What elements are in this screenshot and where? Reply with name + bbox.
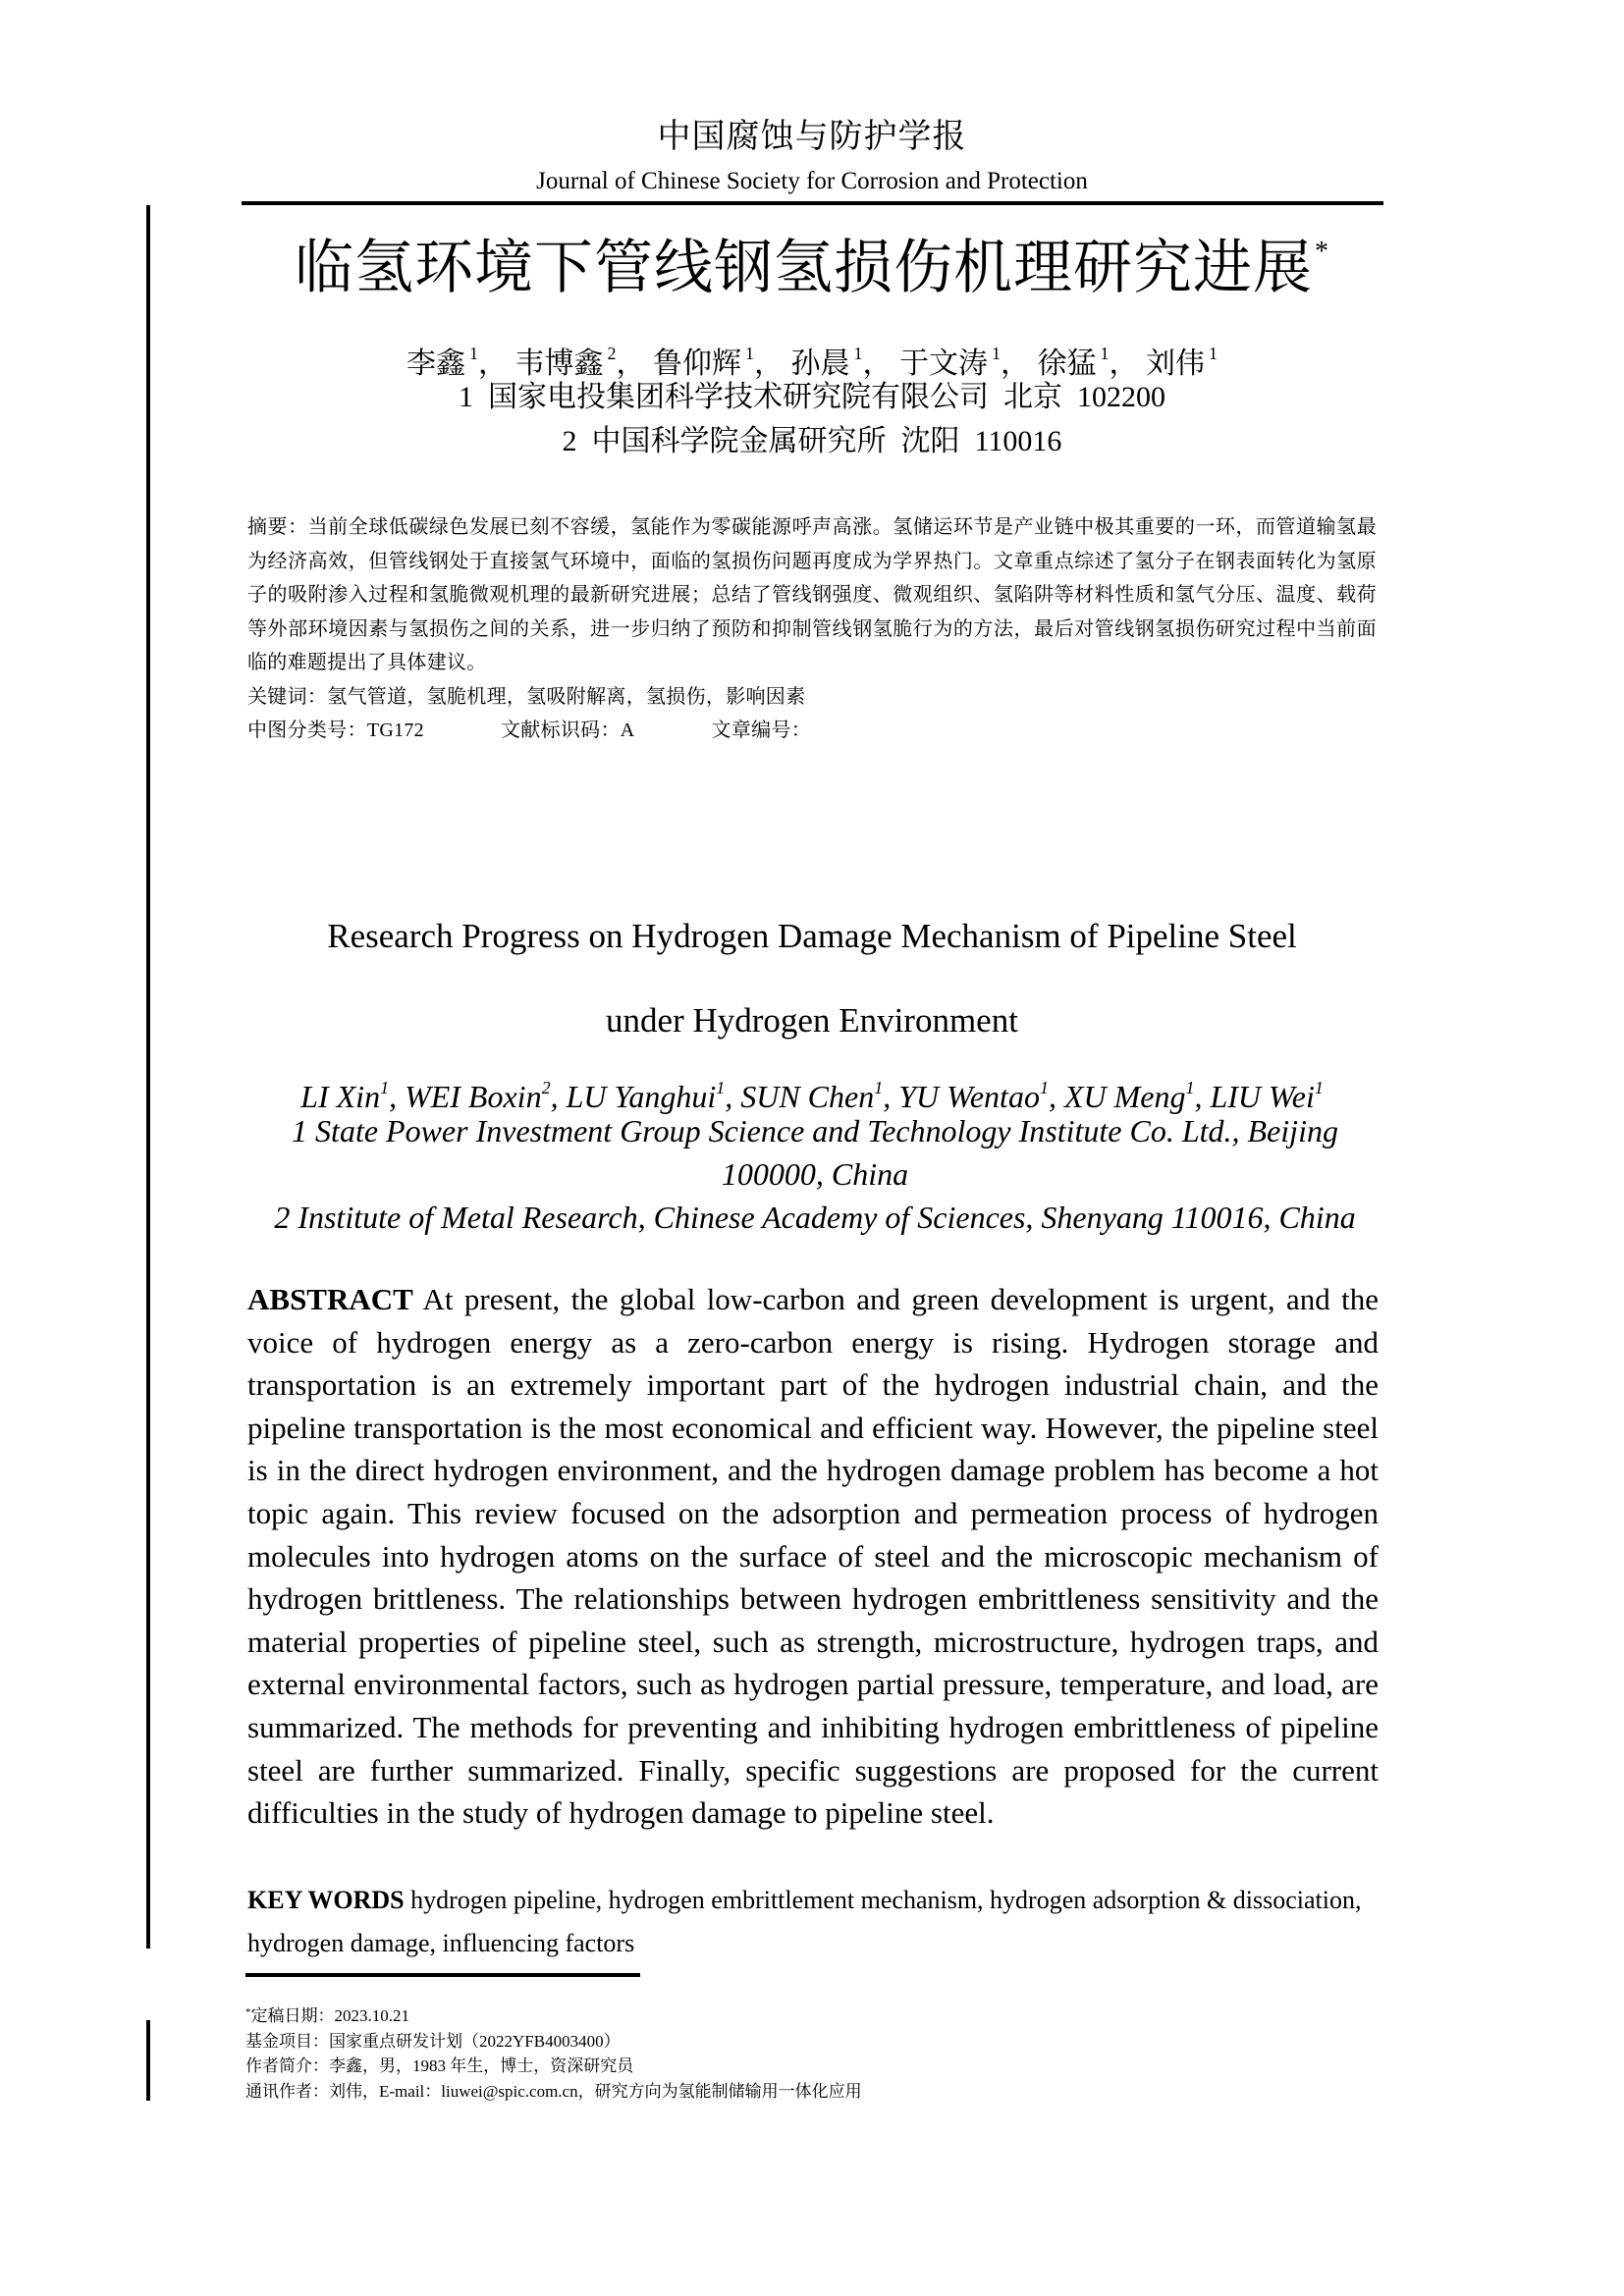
- affiliation-cn-2: 2 中国科学院金属研究所 沈阳 110016: [562, 425, 1062, 457]
- affiliation-en-1: 1 State Power Investment Group Science and Technology Institute Co. Ltd., Beijing 100000, China: [292, 1113, 1338, 1192]
- footnotes: [245, 2001, 1375, 2104]
- abstract-en: [247, 1278, 1379, 1835]
- keywords-en-text: hydrogen pipeline, hydrogen embrittlement mechanism, hydrogen adsorption & dissociation, hydrogen damage, influencing factors: [247, 1886, 1362, 1957]
- author-list-en: LI Xin$^1$, WEI Boxin$^2$, LU Yanghui$^1$, SUN Chen$^1$, YU Wentao$^1$, XU Meng$^1$, LIU Wei$^1$: [300, 1078, 1324, 1114]
- keywords-cn-text: 氢气管道，氢脆机理，氢吸附解离，氢损伤，影响因素: [327, 685, 806, 708]
- author-cn: 于文涛 $^1$: [899, 344, 1001, 380]
- author-cn: 徐猛 $^1$: [1037, 344, 1110, 380]
- doc-code-value: A: [620, 720, 635, 741]
- doc-code-label: 文献标识码：: [500, 720, 621, 741]
- clc-value: TG172: [366, 720, 424, 741]
- affiliation-en-2: 2 Institute of Metal Research, Chinese Academy of Sciences, Shenyang 110016, China: [274, 1200, 1356, 1235]
- abstract-cn: [247, 510, 1377, 680]
- abstract-cn-label: 摘要：: [247, 516, 308, 538]
- author-cn: 李鑫 $^1$: [406, 344, 478, 380]
- author-en: YU Wentao$^1$: [898, 1078, 1049, 1114]
- author-en: SUN Chen$^1$: [740, 1078, 884, 1114]
- keywords-cn-label: 关键词：: [247, 685, 328, 708]
- author-cn: 孙晨 $^1$: [790, 344, 863, 380]
- footnote-rule: [245, 1973, 640, 1977]
- article-no-label: 文章编号：: [711, 720, 812, 741]
- chinese-abstract-section: [247, 510, 1377, 748]
- clc-label: 中图分类号：: [247, 720, 367, 741]
- author-en: LU Yanghui$^1$: [566, 1078, 726, 1114]
- keywords-cn: [247, 680, 1377, 715]
- journal-name-cn: 中国腐蚀与防护学报: [657, 119, 967, 155]
- header-rule: [242, 201, 1383, 205]
- author-en: LI Xin$^1$: [300, 1078, 390, 1114]
- author-en: XU Meng$^1$: [1063, 1078, 1195, 1114]
- abstract-en-label: ABSTRACT: [247, 1282, 413, 1316]
- classification-line: [247, 714, 1377, 748]
- keywords-en: [247, 1879, 1379, 1965]
- paper-title-en-line2: under Hydrogen Environment: [606, 1001, 1018, 1040]
- keywords-en-label: KEY WORDS: [247, 1886, 405, 1914]
- author-en: LIU Wei$^1$: [1210, 1078, 1324, 1114]
- affiliation-cn-1: 1 国家电投集团科学技术研究院有限公司 北京 102200: [459, 381, 1165, 413]
- author-list-cn: 李鑫 $^1$， 韦博鑫 $^2$， 鲁仰辉 $^1$， 孙晨 $^1$， 于文涛 $^1$， 徐猛 $^1$， 刘伟 $^1$: [406, 344, 1218, 380]
- footnote-author-bio: 作者简介：李鑫，男，1983 年生，博士，资深研究员: [245, 2056, 634, 2075]
- paper-title-en-line1: Research Progress on Hydrogen Damage Mechanism of Pipeline Steel: [327, 917, 1297, 955]
- title-footnote-mark: *: [1315, 237, 1329, 267]
- paper-title-cn: [0, 214, 1624, 306]
- title-cn-text: 临氢环境下管线钢氢损伤机理研究进展: [295, 236, 1313, 300]
- abstract-cn-text: 当前全球低碳绿色发展已刻不容缓，氢能作为零碳能源呼声高涨。氢储运环节是产业链中极其重要的一环，而管道输氢最为经济高效，但管线钢处于直接氢气环境中，面临的氢损伤问题再度成为学界热门。文章重点综述了氢分子在钢表面转化为氢原子的吸附渗入过程和氢脆微观机理的最新研究进展；总结了管线钢强度、微观组织、氢陷阱等材料性质和氢气分压、温度、载荷等外部环境因素与氢损伤之间的关系，进一步归纳了预防和抑制管线钢氢脆行为的方法，最后对管线钢氢损伤研究过程中当前面临的难题提出了具体建议。: [247, 516, 1377, 673]
- author-cn: 韦博鑫 $^2$: [514, 344, 617, 380]
- author-cn: 鲁仰辉 $^1$: [653, 344, 754, 380]
- left-margin-change-bar-footnote: [146, 2020, 150, 2101]
- author-en: WEI Boxin$^2$: [405, 1078, 551, 1114]
- abstract-en-text: At present, the global low-carbon and green development is urgent, and the voice of hydrogen energy as a zero-carbon energy is rising. Hydrogen storage and transportation is an extremely important part of the hydrogen industrial chain, and the pipeline transportation is the most economical and efficient way. However, the pipeline steel is in the direct hydrogen environment, and the hydrogen damage problem has become a hot topic again. This review focused on the adsorption and permeation process of hydrogen molecules into hydrogen atoms on the surface of steel and the microscopic mechanism of hydrogen brittleness. The relationships between hydrogen embrittleness sensitivity and the material properties of pipeline steel, such as strength, microstructure, hydrogen traps, and external environmental factors, such as hydrogen partial pressure, temperature, and load, are summarized. The methods for preventing and inhibiting hydrogen embrittleness of pipeline steel are further summarized. Finally, specific suggestions are proposed for the current difficulties in the study of hydrogen damage to pipeline steel.: [247, 1282, 1379, 1831]
- author-cn: 刘伟 $^1$: [1146, 344, 1218, 380]
- footnote-corresponding-author: 通讯作者：刘伟，E-mail：liuwei@spic.com.cn，研究方向为氢能制储输用一体化应用: [245, 2081, 862, 2101]
- journal-name-en: Journal of Chinese Society for Corrosion and Protection: [536, 168, 1088, 194]
- footnote-funding: 基金项目：国家重点研发计划（2022YFB4003400）: [245, 2031, 621, 2051]
- footnote-received-date: *定稿日期：2023.10.21: [245, 2006, 409, 2025]
